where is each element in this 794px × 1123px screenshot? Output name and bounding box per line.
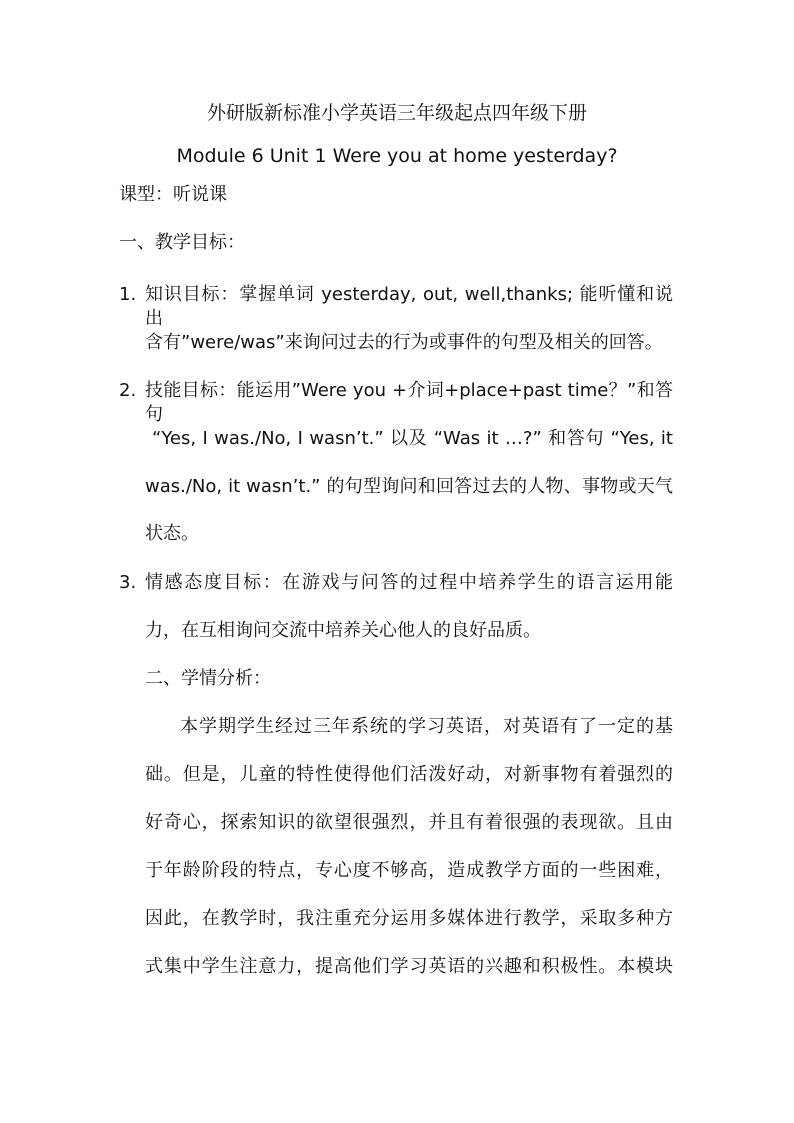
objective-text-line: 技能目标：能运用”Were you +介词+place+past time？”和答句	[145, 380, 673, 425]
objective-text-line: 含有”were/was”来询问过去的行为或事件的句型及相关的回答。	[145, 332, 663, 353]
objective-text-line: “Yes, I was./No, I wasn’t.” 以及 “Was it …?” 和答句 “Yes, it	[152, 428, 673, 449]
objective-number: 2.	[119, 380, 137, 401]
analysis-text-line: 好奇心，探索知识的欲望很强烈，并且有着很强的表现欲。且由	[145, 812, 673, 833]
document-title-chinese: 外研版新标准小学英语三年级起点四年级下册	[206, 102, 587, 124]
analysis-text-line: 因此，在教学时，我注重充分运用多媒体进行教学，采取多种方	[145, 908, 673, 929]
analysis-text-line: 式集中学生注意力，提高他们学习英语的兴趣和积极性。本模块	[145, 956, 673, 977]
objective-text-line: 状态。	[145, 523, 199, 544]
objective-text-line: 知识目标：掌握单词 yesterday, out, well,thanks; 能听懂和说出	[145, 284, 673, 329]
course-type: 课型：听说课	[119, 184, 227, 205]
section-heading-objectives: 一、教学目标：	[119, 232, 245, 253]
section-heading-analysis: 二、学情分析：	[145, 668, 271, 689]
objective-text-line: 情感态度目标：在游戏与问答的过程中培养学生的语言运用能	[145, 572, 673, 593]
analysis-text-line: 础。但是，儿童的特性使得他们活泼好动，对新事物有着强烈的	[145, 764, 673, 785]
objective-text-line: was./No, it wasn’t.” 的句型询问和回答过去的人物、事物或天气	[145, 476, 673, 497]
objective-text-line: 力，在互相询问交流中培养关心他人的良好品质。	[145, 620, 541, 641]
document-title-english: Module 6 Unit 1 Were you at home yesterday?	[176, 145, 618, 167]
analysis-text-line: 本学期学生经过三年系统的学习英语，对英语有了一定的基	[180, 716, 673, 737]
analysis-text-line: 于年龄阶段的特点，专心度不够高，造成教学方面的一些困难，	[145, 860, 673, 881]
objective-number: 1.	[119, 284, 137, 305]
objective-number: 3.	[119, 572, 137, 593]
